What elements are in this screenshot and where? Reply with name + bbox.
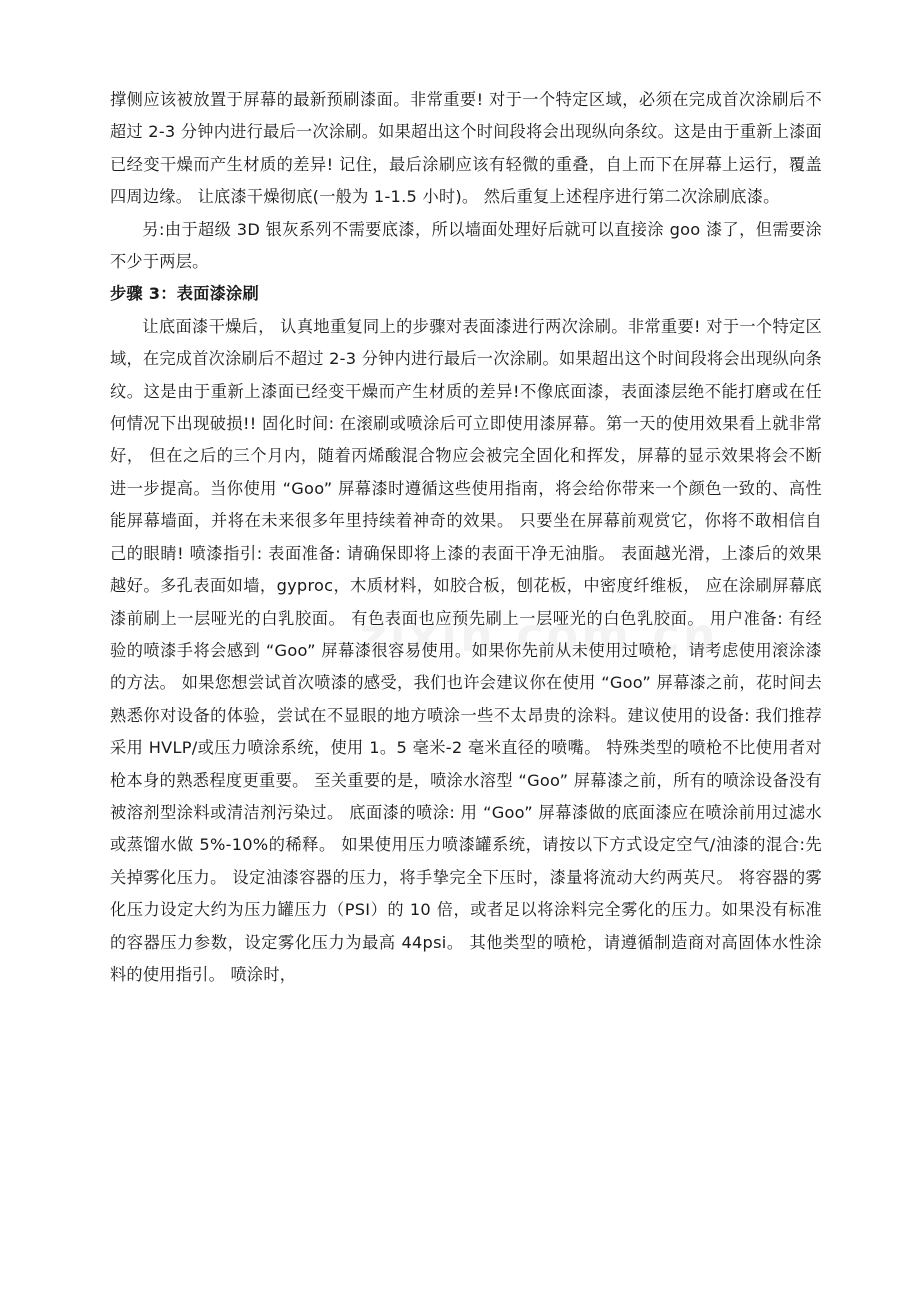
document-body bbox=[110, 84, 822, 991]
paragraph-topcoat-instructions: 让底面漆干燥后， 认真地重复同上的步骤对表面漆进行两次涂刷。非常重要! 对于一个特定区域，在完成首次涂刷后不超过 2-3 分钟内进行最后一次涂刷。如果超出这个时间段将会出现纵向条纹。这是由于重新上漆面已经变干燥而产生材质的差异!不像底面漆，表面漆层绝不能打磨或在任何情况下出现破损!! 固化时间: 在滚刷或喷涂后可立即使用漆屏幕。第一天的使用效果看上就非常好， 但在之后的三个月内，随着丙烯酸混合物应会被完全固化和挥发，屏幕的显示效果将会不断进一步提高。当你使用 “Goo” 屏幕漆时遵循这些使用指南，将会给你带来一个颜色一致的、高性能屏幕墙面，并将在未来很多年里持续着神奇的效果。 只要坐在屏幕前观赏它，你将不敢相信自己的眼睛! 喷漆指引: 表面准备: 请确保即将上漆的表面干净无油脂。 表面越光滑，上漆后的效果越好。多孔表面如墙，gyproc，木质材料，如胶合板，刨花板，中密度纤维板， 应在涂刷屏幕底漆前刷上一层哑光的白乳胶面。 有色表面也应预先刷上一层哑光的白色乳胶面。 用户准备: 有经验的喷漆手将会感到 “Goo” 屏幕漆很容易使用。如果你先前从未使用过喷枪，请考虑使用滚涂漆的方法。 如果您想尝试首次喷漆的感受，我们也许会建议你在使用 “Goo” 屏幕漆之前，花时间去熟悉你对设备的体验，尝试在不显眼的地方喷涂一些不太昂贵的涂料。建议使用的设备: 我们推荐采用 HVLP/或压力喷涂系统，使用 1。5 毫米-2 毫米直径的喷嘴。 特殊类型的喷枪不比使用者对枪本身的熟悉程度更重要。 至关重要的是，喷涂水溶型 “Goo” 屏幕漆之前，所有的喷涂设备没有被溶剂型涂料或清洁剂污染过。 底面漆的喷涂: 用 “Goo” 屏幕漆做的底面漆应在喷涂前用过滤水或蒸馏水做 5%-10%的稀释。 如果使用压力喷漆罐系统，请按以下方式设定空气/油漆的混合:先关掉雾化压力。 设定油漆容器的压力，将手挚完全下压时，漆量将流动大约两英尺。 将容器的雾化压力设定大约为压力罐压力（PSI）的 10 倍，或者足以将涂料完全雾化的压力。如果没有标准的容器压力参数，设定雾化压力为最高 44psi。 其他类型的喷枪，请遵循制造商对高固体水性涂料的使用指引。 喷涂时， bbox=[110, 316, 822, 984]
section-heading-step-3: 步骤 3：表面漆涂刷 bbox=[110, 284, 259, 304]
paragraph-primer-continued: 撑侧应该被放置于屏幕的最新预刷漆面。非常重要! 对于一个特定区域，必须在完成首次涂刷后不超过 2-3 分钟内进行最后一次涂刷。如果超出这个时间段将会出现纵向条纹。这是由于重新上漆面已经变干燥而产生材质的差异! 记住，最后涂刷应该有轻微的重叠，自上而下在屏幕上运行，覆盖四周边缘。 让底漆干燥彻底(一般为 1-1.5 小时)。 然后重复上述程序进行第二次涂刷底漆。 bbox=[110, 90, 822, 207]
paragraph-silver-grey-note: 另:由于超级 3D 银灰系列不需要底漆，所以墙面处理好后就可以直接涂 goo 漆了，但需要涂不少于两层。 bbox=[110, 219, 822, 272]
